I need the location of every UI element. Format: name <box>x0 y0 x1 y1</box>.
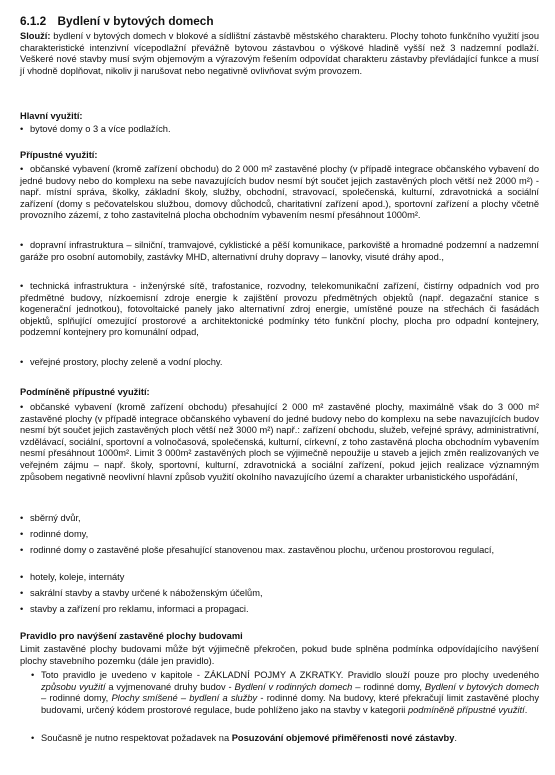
conditional-use-item: • sakrální stavby a stavby určené k náboženským účelům, <box>20 588 263 598</box>
section-number: 6.1.2 <box>20 14 47 28</box>
bullet-icon: • <box>20 124 24 134</box>
bullet-icon: • <box>31 670 35 680</box>
conditional-use-item: • stavby a zařízení pro reklamu, informaci a propagaci. <box>20 604 249 614</box>
bullet-icon: • <box>20 402 24 412</box>
conditional-use-item: • rodinné domy, <box>20 529 89 539</box>
rule-item-text: Současně je nutno respektovat požadavek na Posuzování objemové přiměřenosti nové zástavby. <box>41 733 457 743</box>
rule-item <box>31 670 539 716</box>
section-heading <box>20 14 214 28</box>
main-use-title: Hlavní využití: <box>20 111 83 121</box>
permitted-use-item: • občanské vybavení (kromě zařízení obchodu) do 2 000 m² zastavěné plochy (v případě integrace občanského vybavení do jedné budovy nebo do komplexu na sebe navazujících budov nesmí být součet jejich zastavěných ploch větší než 2000 m²) - např. místní správa, školky, základní školy, služby, obchodní, stravovací, společenská, kulturní, zdravotnická a sociální zařízení (domy s pečovatelskou službou, domovy důchodců, charitativní zařízení apod.), sportovní zařízení a plochy včetně provozního zázemí, z toho zastavitelná plocha obchodním vybavením nesmí přesáhnout 1000m². <box>20 164 539 221</box>
conditional-use-item: • rodinné domy o zastavěné ploše přesahující stanovenou max. zastavěnou plochu, určenou prostorovou regulací, <box>20 545 495 555</box>
bullet-icon: • <box>20 588 24 598</box>
permitted-use-title: Přípustné využití: <box>20 150 98 160</box>
bullet-icon: • <box>31 733 35 743</box>
rule-paragraph: Limit zastavěné plochy budovami může být výjimečně překročen, pokud bude splněna podmínka odpovídajícího navýšení plochy stavebního pozemku (dále jen pravidlo). <box>20 644 539 666</box>
conditional-use-item: • sběrný dvůr, <box>20 513 81 523</box>
bullet-icon: • <box>20 529 24 539</box>
rule-item-text: Toto pravidlo je uvedeno v kapitole - ZÁKLADNÍ POJMY A ZKRATKY. Pravidlo slouží pouze pro plochy uvedeného způsobu využití a vyjmenované druhy budov - Bydlení v rodinných domech – rodinné domy, Bydlení v bytových domech – rodinné domy, Plochy smíšené – bydlení a služby - rodinné domy. Na budovy, které překračují limit zastavěné plochy budovami, určený kódem prostorové regulace, bude pohlíženo jako na stavby v kategorii podmíněně přípustné využití. <box>41 670 539 715</box>
main-use-item: • bytové domy o 3 a více podlažích. <box>20 124 171 134</box>
intro-label: Slouží: <box>20 31 51 41</box>
bullet-icon: • <box>20 357 24 367</box>
conditional-use-item: • hotely, koleje, internáty <box>20 572 125 582</box>
section-title: Bydlení v bytových domech <box>57 14 214 28</box>
permitted-use-item: • dopravní infrastruktura – silniční, tramvajové, cyklistické a pěší komunikace, parkoviště a hromadné podzemní a nadzemní garáže pro osobní automobily, zastávky MHD, alternativní druhy dopravy – lanovky, visuté dráhy apod., <box>20 240 539 262</box>
intro-paragraph <box>20 31 539 77</box>
bullet-icon: • <box>20 164 24 174</box>
conditional-use-title: Podmíněně přípustné využití: <box>20 387 150 397</box>
bullet-icon: • <box>20 281 24 291</box>
bullet-icon: • <box>20 513 24 523</box>
rule-item <box>31 733 539 745</box>
bullet-icon: • <box>20 604 24 614</box>
permitted-use-item: • veřejné prostory, plochy zeleně a vodní plochy. <box>20 357 223 367</box>
permitted-use-item: • technická infrastruktura - inženýrské sítě, trafostanice, rozvodny, telekomunikační zařízení, čistírny odpadních vod pro předmětné budovy, nízkoemisní zdroje energie k zajištění provozu předmětných objektů (např. degazační stanice s kogenerační jednotkou), fotovoltaické panely jako alternativní zdroj energie, umístěné pouze na střechách či fasádách objektů, splňující omezující prostorové a architektonické podmínky této funkční plochy, plocha pro odpadní kontejnery, podzemní kontejnery pro komunální odpad, <box>20 281 539 338</box>
bullet-icon: • <box>20 545 24 555</box>
bullet-icon: • <box>20 240 24 250</box>
conditional-use-item: • občanské vybavení (kromě zařízení obchodu) přesahující 2 000 m² zastavěné plochy, maximálně však do 3 000 m² zastavěné plochy (v případě integrace občanského vybavení do jedné budovy nebo do komplexu na sebe navazujících budov nesmí být součet jejich zastavěných ploch větší než 3000 m²) např.: zařízení obchodu, služeb, veřejné správy, administrativní, vzdělávací, sociální, sportovní a volnočasová, společenská, kulturní, církevní, z toho zastavěná plocha obchodním vybavením nesmí přesáhnout 1000m². Limit 3 000m² zastavěných ploch se výjimečně nepoužije u staveb a jejich změn realizovaných ve veřejném zájmu – např. školy, sportovní, kulturní, zdravotnická a sociální zařízení, pokud jejich realizace významným způsobem negativně neovlivní hlavní způsob využití okolního navazujícího území a charakter urbanistického uspořádání, <box>20 402 539 482</box>
intro-text: bydlení v bytových domech v blokové a sídlištní zástavbě městského charakteru. Plochy tohoto funkčního využití jsou charakteristické intenzivní vícepodlažní převážně bytovou zástavbou o výškové hladině vyšší než 3 nadzemní podlaží. Veškeré nové stavby musí svým objemovým a výrazovým řešením odpovídat charakteru zástavby převládající funkce a musí jí vhodně doplňovat, nikoliv ji narušovat nebo negativně ovlivňovat svým provozem. <box>20 31 539 76</box>
bullet-icon: • <box>20 572 24 582</box>
rule-title: Pravidlo pro navýšení zastavěné plochy budovami <box>20 631 243 641</box>
